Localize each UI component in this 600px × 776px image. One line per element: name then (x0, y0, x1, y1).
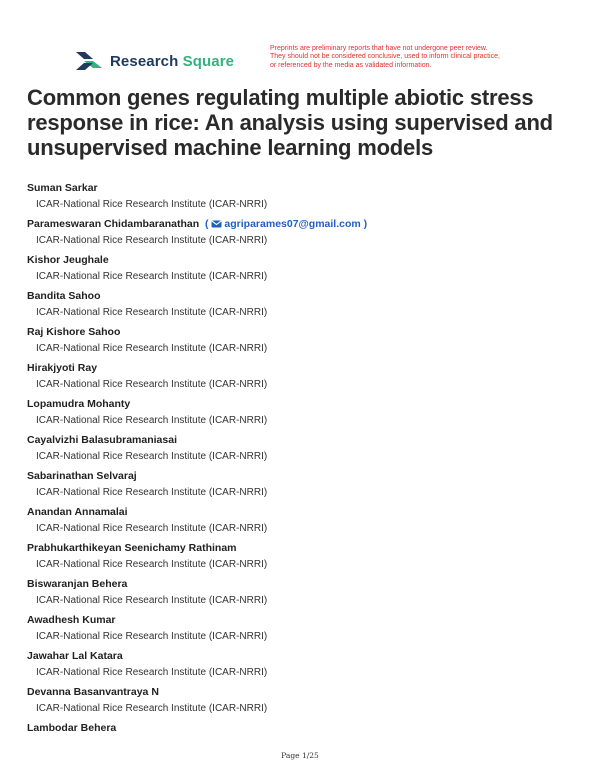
paper-title: Common genes regulating multiple abiotic stress response in rice: An analysis using supervised and unsupervised machine learning models (27, 85, 553, 160)
logo-wordmark (110, 53, 234, 70)
author-name: Hirakjyoti Ray (27, 362, 98, 374)
author-entry (27, 685, 587, 721)
disclaimer-line: or referenced by the media as validated information. (270, 61, 432, 69)
author-affiliation: ICAR-National Rice Research Institute (ICAR-NRRI) (36, 631, 268, 642)
logo-text-square: Square (182, 52, 235, 70)
disclaimer-line: They should not be considered conclusive, used to inform clinical practice, (270, 53, 500, 61)
author-name: Raj Kishore Sahoo (27, 326, 121, 338)
page-number: Page 1/25 (281, 751, 319, 760)
logo-text-research: Research (110, 52, 179, 70)
author-entry (27, 577, 587, 613)
author-entry (27, 613, 587, 649)
author-entry (27, 253, 587, 289)
author-name: Anandan Annamalai (27, 506, 128, 518)
author-name: Cayalvizhi Balasubramaniasai (27, 434, 177, 446)
author-affiliation: ICAR-National Rice Research Institute (ICAR-NRRI) (36, 199, 268, 210)
email-link[interactable]: agriparames07@gmail.com (224, 218, 361, 230)
author-entry (27, 397, 587, 433)
author-entry (27, 505, 587, 541)
author-name: Suman Sarkar (27, 182, 98, 194)
author-name: Biswaranjan Behera (27, 578, 128, 590)
author-name: Bandita Sahoo (27, 290, 101, 302)
author-name-row (27, 217, 587, 231)
author-affiliation: ICAR-National Rice Research Institute (ICAR-NRRI) (36, 451, 268, 462)
envelope-icon (211, 220, 222, 228)
author-name: Sabarinathan Selvaraj (27, 470, 137, 482)
author-entry (27, 541, 587, 577)
author-affiliation: ICAR-National Rice Research Institute (ICAR-NRRI) (36, 487, 268, 498)
author-affiliation: ICAR-National Rice Research Institute (ICAR-NRRI) (36, 703, 268, 714)
author-affiliation: ICAR-National Rice Research Institute (ICAR-NRRI) (36, 379, 268, 390)
author-affiliation: ICAR-National Rice Research Institute (ICAR-NRRI) (36, 271, 268, 282)
author-email: ( agriparames07@gmail.com ) (205, 218, 368, 230)
author-affiliation: ICAR-National Rice Research Institute (ICAR-NRRI) (36, 559, 268, 570)
disclaimer-line: Preprints are preliminary reports that have not undergone peer review. (270, 45, 488, 52)
author-entry (27, 181, 587, 217)
preprint-disclaimer (270, 45, 540, 70)
research-square-logo-icon (76, 50, 102, 72)
author-entry (27, 361, 587, 397)
author-name: Devanna Basanvantraya N (27, 686, 159, 698)
author-affiliation: ICAR-National Rice Research Institute (ICAR-NRRI) (36, 343, 268, 354)
author-entry (27, 433, 587, 469)
author-affiliation: ICAR-National Rice Research Institute (ICAR-NRRI) (36, 595, 268, 606)
author-name: Jawahar Lal Katara (27, 650, 123, 662)
research-square-logo[interactable] (76, 48, 234, 74)
author-name: Prabhukarthikeyan Seenichamy Rathinam (27, 542, 237, 554)
author-entry (27, 469, 587, 505)
author-entry (27, 649, 587, 685)
author-affiliation: ICAR-National Rice Research Institute (ICAR-NRRI) (36, 667, 268, 678)
author-affiliation: ICAR-National Rice Research Institute (ICAR-NRRI) (36, 523, 268, 534)
author-entry (27, 325, 587, 361)
author-affiliation: ICAR-National Rice Research Institute (ICAR-NRRI) (36, 235, 268, 246)
author-name: Parameswaran Chidambaranathan (27, 218, 200, 230)
author-name: Lambodar Behera (27, 722, 117, 734)
author-name: Lopamudra Mohanty (27, 398, 131, 410)
author-affiliation: ICAR-National Rice Research Institute (ICAR-NRRI) (36, 307, 268, 318)
author-affiliation: ICAR-National Rice Research Institute (ICAR-NRRI) (36, 415, 268, 426)
author-list (27, 181, 587, 757)
author-name: Awadhesh Kumar (27, 614, 116, 626)
author-name: Kishor Jeughale (27, 254, 109, 266)
author-entry (27, 289, 587, 325)
author-entry (27, 217, 587, 253)
